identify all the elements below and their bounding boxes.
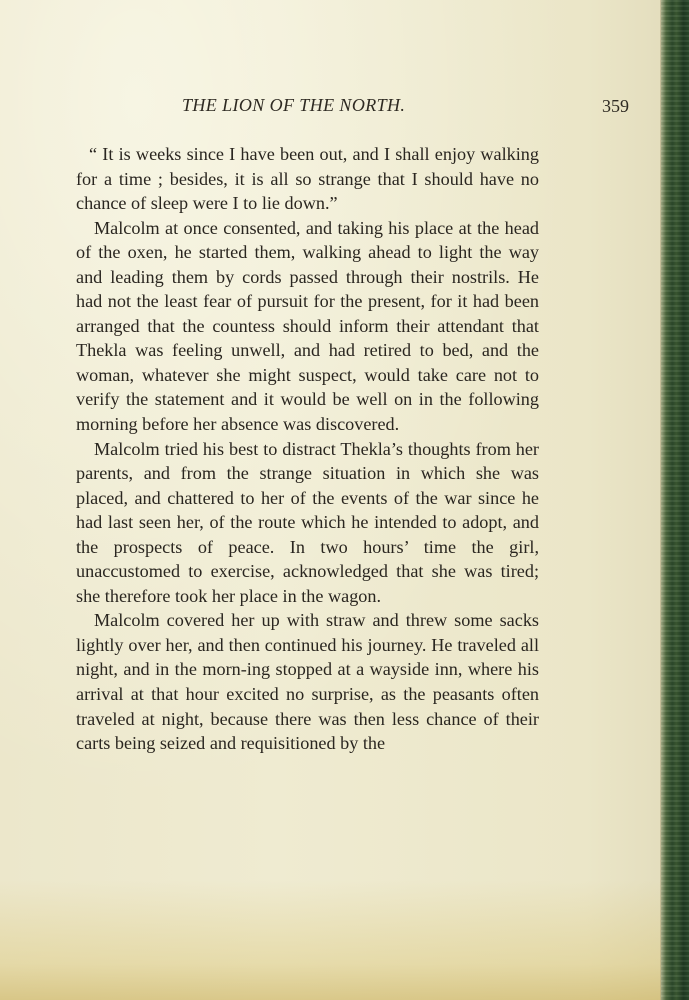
page-stain <box>0 880 689 1000</box>
paragraph-2: Malcolm at once consented, and taking his place at the head of the oxen, he started them, walking ahead to light the way and leading them by cords passed through their nostrils. He had not the least fear of pursuit for the present, for it had been arranged that the countess should inform their attendant that Thekla was feeling unwell, and had retired to bed, and the woman, whatever she might suspect, would take care not to verify the statement and it would be well on in the following morning before her absence was discovered. <box>76 217 539 435</box>
paragraph-1: “ It is weeks since I have been out, and I shall enjoy walking for a time ; besides, it is all so strange that I should have no chance of sleep were I to lie down.” <box>76 144 539 214</box>
page-number: 359 <box>602 96 629 116</box>
paragraph-4: Malcolm covered her up with straw and threw some sacks lightly over her, and then continued his journey. He traveled all night, and in the morn-ing stopped at a wayside inn, where his arrival at that hour excited no surprise, as the peasants often traveled at night, because there was then less chance of their carts being seized and requisitioned by the <box>76 610 539 754</box>
paragraph-3: Malcolm tried his best to distract Thekla’s thoughts from her parents, and from the strange situation in which she was placed, and chattered to her of the events of the war since he had last seen her, of the route which he intended to adopt, and the prospects of peace. In two hours’ time the girl, unaccustomed to exercise, acknowledged that she was tired; she therefore took her place in the wagon. <box>76 438 539 606</box>
book-spine-cloth <box>661 0 689 1000</box>
page-header <box>0 95 662 119</box>
body-text <box>76 142 539 756</box>
running-title: THE LION OF THE NORTH. <box>182 95 406 115</box>
